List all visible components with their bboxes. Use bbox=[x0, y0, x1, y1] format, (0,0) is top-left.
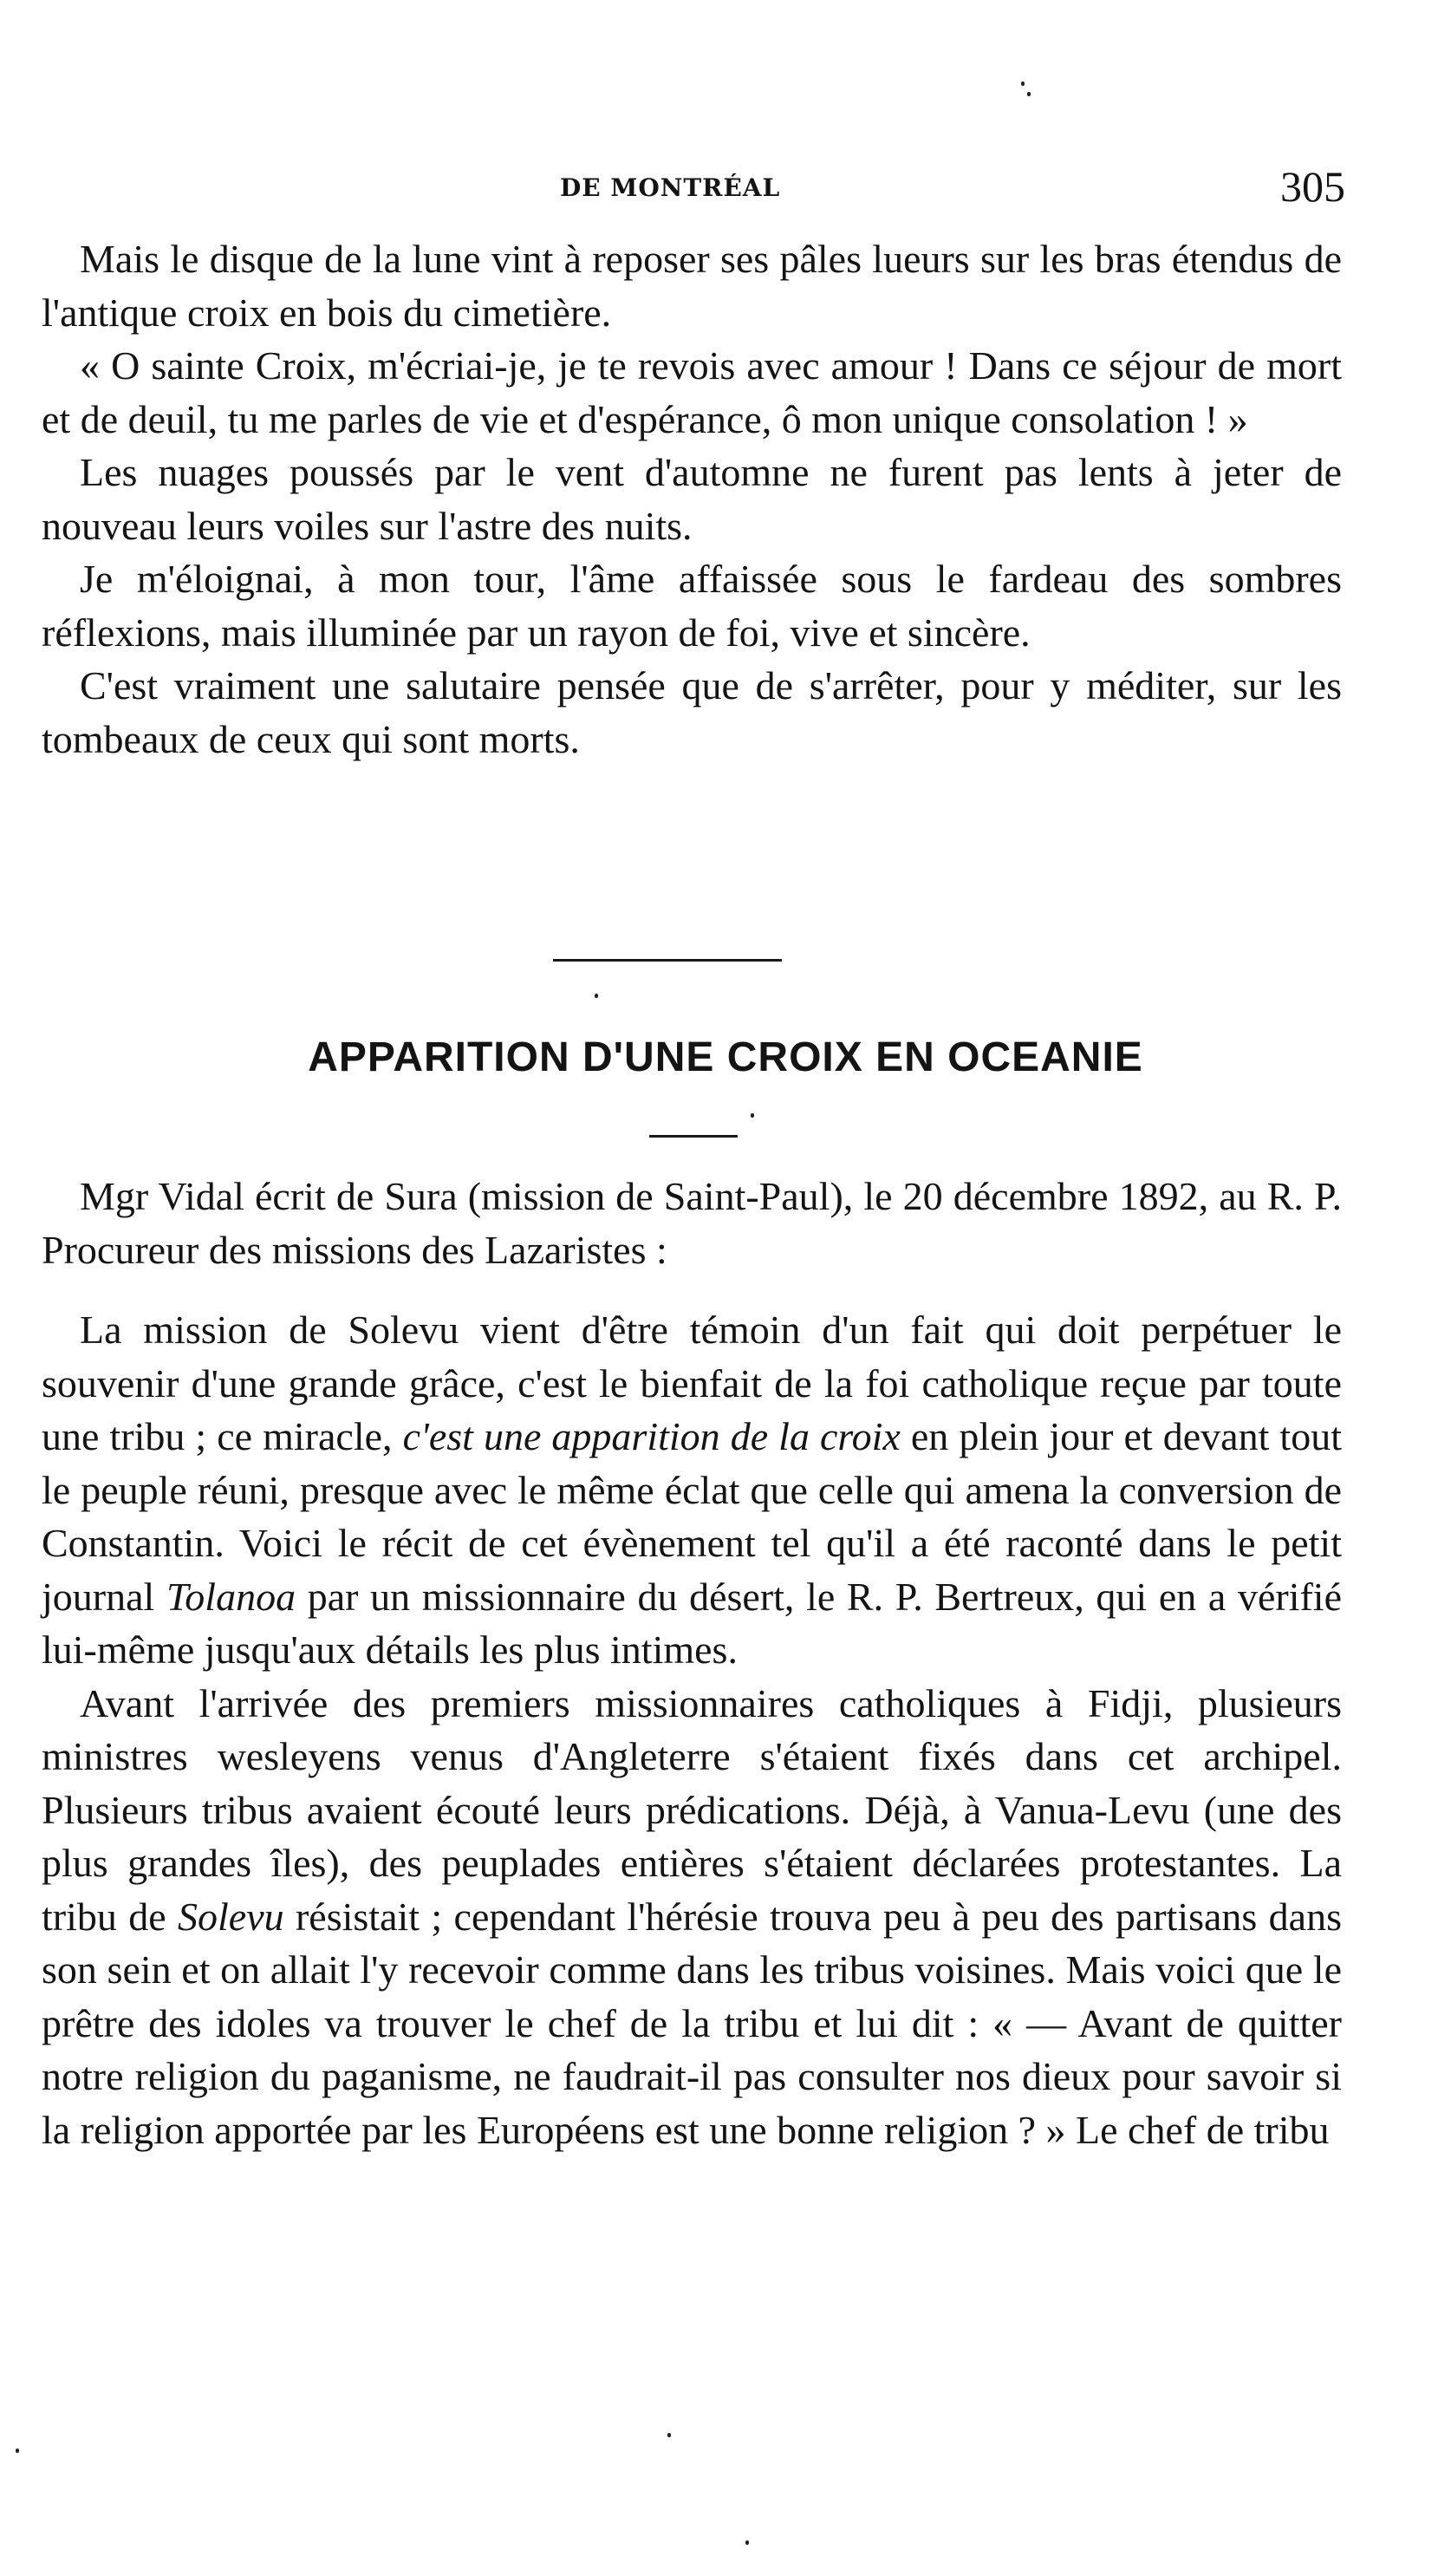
section-title: APPARITION D'UNE CROIX EN OCEANIE bbox=[308, 1034, 1143, 1080]
scan-speck bbox=[1021, 82, 1025, 86]
intro-text bbox=[42, 1170, 1342, 1276]
scan-speck bbox=[1027, 92, 1031, 96]
paragraph: C'est vraiment une salutaire pensée que de s'arrêter, pour y méditer, sur les tombeaux de ceux qui sont morts. bbox=[42, 663, 1342, 761]
italic-text: c'est une apparition de la croix bbox=[402, 1414, 901, 1458]
section-divider bbox=[553, 959, 782, 962]
page-number: 305 bbox=[1280, 162, 1345, 211]
scan-speck bbox=[16, 2449, 19, 2453]
text-run: résistait ; cependant l'hérésie trouva peu à peu des partisans dans son sein et on allait l'y recevoir comme dans les tribus voisines. Mais voici que le prêtre des idoles va trouver le chef de la tribu et lui dit : « — Avant de quitter notre religion du paganisme, ne faudrait-il pas consulter nos dieux pour savoir si la religion apportée par les Européens est une bonne religion ? » Le chef de tribu bbox=[42, 1894, 1343, 2152]
text-run: Avant l'arrivée des premiers missionnaires catholiques à Fidji, plusieurs ministres wesleyens venus d'Angleterre s'étaient fixés dans cet archipel. Plusieurs tribus avaient écouté leurs prédications. Déjà, à Vanua-Levu (une des plus grandes îles), des peuplades entières s'étaient déclarées protestantes. La tribu de bbox=[42, 1680, 1342, 1939]
scan-speck bbox=[667, 2433, 671, 2437]
paragraph bbox=[42, 1303, 1342, 1677]
italic-text: Solevu bbox=[178, 1894, 284, 1939]
title-underline bbox=[649, 1135, 738, 1138]
paragraph: Mais le disque de la lune vint à reposer ses pâles lueurs sur les bras étendus de l'antique croix en bois du cimetière. bbox=[42, 237, 1342, 335]
scan-speck bbox=[751, 1113, 754, 1118]
paragraph: Je m'éloignai, à mon tour, l'âme affaissée sous le fardeau des sombres réflexions, mais illuminée par un rayon de foi, vive et sincère. bbox=[42, 557, 1342, 655]
text-run: La mission de Solevu vient d'être témoin d'un fait qui doit perpétuer le souvenir d'une grande grâce, c'est le bienfait de la foi catholique reçue par toute une tribu ; ce miracle, bbox=[42, 1308, 1342, 1458]
text-run: par un missionnaire du désert, le R. P. Bertreux, qui en a vérifié lui-même jusqu'aux détails les plus intimes. bbox=[42, 1574, 1342, 1672]
intro-paragraph: Mgr Vidal écrit de Sura (mission de Saint-Paul), le 20 décembre 1892, au R. P. Procureur des missions des Lazaristes : bbox=[42, 1174, 1342, 1272]
previous-section-text bbox=[42, 232, 1342, 766]
paragraph: Les nuages poussés par le vent d'automne ne furent pas lents à jeter de nouveau leurs voiles sur l'astre des nuits. bbox=[42, 450, 1342, 548]
scan-speck bbox=[595, 994, 598, 998]
running-head bbox=[42, 161, 1345, 213]
running-title: DE MONTRÉAL bbox=[560, 173, 781, 202]
paragraph: « O sainte Croix, m'écriai-je, je te revois avec amour ! Dans ce séjour de mort et de deuil, tu me parles de vie et d'espérance, ô mon unique consolation ! » bbox=[42, 343, 1342, 441]
scan-speck bbox=[745, 2540, 749, 2545]
text-run: en plein jour et devant tout le peuple réuni, presque avec le même éclat que celle qui amena la conversion de Constantin. Voici le récit de cet évènement tel qu'il a été raconté dans le petit journal bbox=[42, 1414, 1342, 1619]
italic-text: Tolanoa bbox=[166, 1574, 296, 1619]
article-body bbox=[42, 1303, 1342, 2156]
paragraph bbox=[42, 1677, 1342, 2157]
